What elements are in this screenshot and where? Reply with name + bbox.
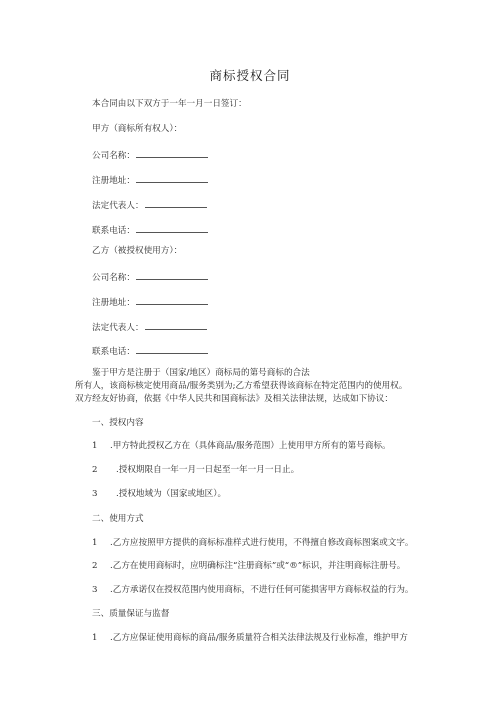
section-2-item-2 — [92, 561, 405, 572]
party-a-address-field — [92, 174, 208, 187]
item-text: .乙方应保证使用商标的商品/服务质量符合相关法律法规及行业标准，维护甲方 — [110, 633, 408, 643]
party-b-phone-field — [92, 345, 208, 358]
item-number: 1 — [92, 633, 98, 643]
section-3-heading: 三、质量保证与监督 — [92, 609, 170, 619]
item-number: 1 — [92, 538, 98, 548]
item-text: .甲方特此授权乙方在（具体商品/服务范围）上使用甲方所有的第号商标。 — [110, 441, 391, 451]
intro-line: 本合同由以下双方于一年一月一日签订： — [92, 99, 247, 109]
section-2-item-3 — [92, 585, 414, 596]
party-a-representative-field — [92, 199, 207, 212]
field-label: 注册地址： — [92, 298, 135, 308]
blank-line — [136, 296, 208, 305]
item-text: .乙方在使用商标时，应明确标注“注册商标”或“®”标识，并注明商标注册号。 — [110, 561, 406, 571]
blank-line — [136, 224, 208, 233]
document-title: 商标授权合同 — [209, 68, 291, 83]
party-a-company-field — [92, 149, 208, 162]
item-text: .乙方应按照甲方提供的商标标准样式进行使用，不得擅自修改商标图案或文字。 — [110, 538, 414, 548]
section-1-heading: 一、授权内容 — [92, 418, 144, 428]
item-number: 2 — [92, 465, 98, 475]
item-text: .授权期限自一年一月一日起至一年一月一日止。 — [116, 465, 300, 475]
preamble-line-2: 所有人，该商标核定使用商品/服务类别为;乙方希望获得该商标在特定范围内的使用权。 — [75, 381, 408, 391]
blank-line — [136, 149, 208, 158]
party-a-phone-field — [92, 224, 208, 237]
party-a-heading: 甲方（商标所有权人）： — [92, 124, 183, 134]
item-text: .乙方承诺仅在授权范围内使用商标，不进行任何可能损害甲方商标权益的行为。 — [110, 585, 414, 595]
section-1-item-1 — [92, 441, 391, 452]
blank-line — [136, 271, 208, 280]
item-number: 1 — [92, 441, 98, 451]
party-b-heading: 乙方（被授权使用方）： — [92, 246, 183, 256]
field-label: 注册地址： — [92, 176, 135, 186]
section-2-heading: 二、使用方式 — [92, 514, 144, 524]
item-number: 2 — [92, 561, 98, 571]
preamble-line-3: 双方经友好协商，依据《中华人民共和国商标法》及相关法律法规，达成如下协议： — [75, 394, 393, 404]
field-label: 法定代表人： — [92, 201, 144, 211]
section-1-item-3 — [92, 489, 226, 500]
blank-line — [136, 345, 208, 354]
blank-line — [145, 199, 207, 208]
field-label: 公司名称： — [92, 273, 135, 283]
preamble-line-1: 鉴于甲方是注册于（国家/地区）商标局的第号商标的合法 — [92, 368, 310, 378]
item-number: 3 — [92, 489, 98, 499]
field-label: 联系电话： — [92, 347, 135, 357]
item-number: 3 — [92, 585, 98, 595]
party-b-representative-field — [92, 321, 207, 334]
party-b-company-field — [92, 271, 208, 284]
item-text: .授权地域为（国家或地区）。 — [116, 489, 227, 499]
section-1-item-2 — [92, 465, 299, 476]
party-b-address-field — [92, 296, 208, 309]
section-2-item-1 — [92, 538, 414, 549]
blank-line — [145, 321, 207, 330]
field-label: 法定代表人： — [92, 323, 144, 333]
blank-line — [136, 174, 208, 183]
field-label: 公司名称： — [92, 151, 135, 161]
section-3-item-1 — [92, 633, 408, 644]
field-label: 联系电话： — [92, 226, 135, 236]
